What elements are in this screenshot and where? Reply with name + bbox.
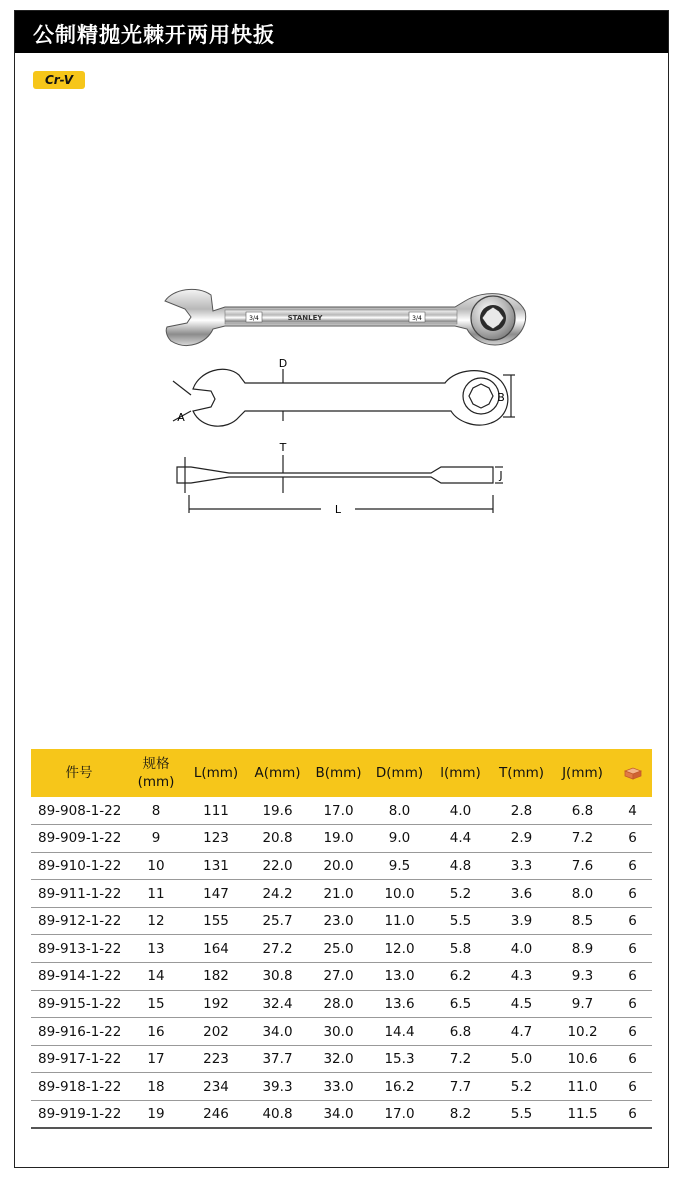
cell-b: 30.0 xyxy=(308,1018,369,1046)
cell-t: 3.3 xyxy=(491,852,552,880)
spec-table-body xyxy=(31,797,652,1128)
cell-d: 10.0 xyxy=(369,880,430,908)
cell-j: 8.5 xyxy=(552,907,613,935)
cell-l: 123 xyxy=(185,825,247,853)
cell-package-qty: 6 xyxy=(613,852,652,880)
cell-size: 12 xyxy=(127,907,185,935)
cell-size: 16 xyxy=(127,1018,185,1046)
cell-part-number: 89-908-1-22 xyxy=(31,797,127,825)
cell-j: 11.0 xyxy=(552,1073,613,1101)
cell-part-number: 89-912-1-22 xyxy=(31,907,127,935)
cell-l: 182 xyxy=(185,963,247,991)
cell-t: 3.9 xyxy=(491,907,552,935)
cell-size: 15 xyxy=(127,990,185,1018)
cell-d: 15.3 xyxy=(369,1045,430,1073)
cell-a: 20.8 xyxy=(247,825,308,853)
cell-t: 4.7 xyxy=(491,1018,552,1046)
cell-b: 21.0 xyxy=(308,880,369,908)
cell-j: 9.7 xyxy=(552,990,613,1018)
cell-d: 11.0 xyxy=(369,907,430,935)
cell-package-qty: 6 xyxy=(613,1018,652,1046)
cell-t: 2.8 xyxy=(491,797,552,825)
cell-t: 4.5 xyxy=(491,990,552,1018)
cell-l-small: 6.5 xyxy=(430,990,491,1018)
header-part-number: 件号 xyxy=(31,749,127,797)
cell-d: 9.0 xyxy=(369,825,430,853)
cell-b: 25.0 xyxy=(308,935,369,963)
cell-b: 19.0 xyxy=(308,825,369,853)
cell-l-small: 7.7 xyxy=(430,1073,491,1101)
catalog-page xyxy=(14,10,669,1168)
cell-j: 7.6 xyxy=(552,852,613,880)
cell-package-qty: 4 xyxy=(613,797,652,825)
cell-a: 30.8 xyxy=(247,963,308,991)
cell-size: 9 xyxy=(127,825,185,853)
cell-j: 8.0 xyxy=(552,880,613,908)
cell-part-number: 89-917-1-22 xyxy=(31,1045,127,1073)
cell-part-number: 89-910-1-22 xyxy=(31,852,127,880)
cell-d: 14.4 xyxy=(369,1018,430,1046)
cell-d: 13.6 xyxy=(369,990,430,1018)
cell-b: 27.0 xyxy=(308,963,369,991)
cell-t: 4.0 xyxy=(491,935,552,963)
dim-label-d: D xyxy=(278,357,288,370)
cell-l-small: 4.0 xyxy=(430,797,491,825)
cell-b: 34.0 xyxy=(308,1101,369,1129)
header-size-line2: (mm) xyxy=(137,774,175,790)
cell-b: 20.0 xyxy=(308,852,369,880)
dim-label-j: J xyxy=(499,469,503,482)
cell-part-number: 89-916-1-22 xyxy=(31,1018,127,1046)
cell-l: 234 xyxy=(185,1073,247,1101)
wrench-diagram xyxy=(15,271,670,531)
cell-t: 2.9 xyxy=(491,825,552,853)
cell-d: 13.0 xyxy=(369,963,430,991)
cell-j: 9.3 xyxy=(552,963,613,991)
table-row xyxy=(31,852,652,880)
stamp-size-right: 3/4 xyxy=(412,315,422,322)
table-row xyxy=(31,1045,652,1073)
table-row xyxy=(31,990,652,1018)
cell-t: 5.0 xyxy=(491,1045,552,1073)
cell-a: 24.2 xyxy=(247,880,308,908)
cell-d: 12.0 xyxy=(369,935,430,963)
cell-part-number: 89-918-1-22 xyxy=(31,1073,127,1101)
header-d: D(mm) xyxy=(369,749,430,797)
cell-l: 111 xyxy=(185,797,247,825)
dim-label-t: T xyxy=(279,441,287,454)
cell-l-small: 4.8 xyxy=(430,852,491,880)
header-j: J(mm) xyxy=(552,749,613,797)
cell-a: 19.6 xyxy=(247,797,308,825)
header-t: T(mm) xyxy=(491,749,552,797)
stamp-brand: STANLEY xyxy=(287,314,323,322)
cell-b: 32.0 xyxy=(308,1045,369,1073)
header-package xyxy=(613,749,652,797)
box-icon xyxy=(624,766,642,780)
cell-size: 17 xyxy=(127,1045,185,1073)
cell-l-small: 5.5 xyxy=(430,907,491,935)
cell-t: 5.5 xyxy=(491,1101,552,1129)
cell-part-number: 89-915-1-22 xyxy=(31,990,127,1018)
cell-package-qty: 6 xyxy=(613,963,652,991)
cell-l-small: 8.2 xyxy=(430,1101,491,1129)
cell-a: 39.3 xyxy=(247,1073,308,1101)
cell-l: 223 xyxy=(185,1045,247,1073)
header-b: B(mm) xyxy=(308,749,369,797)
page-title: 公制精抛光棘开两用快扳 xyxy=(33,23,275,47)
cell-package-qty: 6 xyxy=(613,1045,652,1073)
cell-l: 164 xyxy=(185,935,247,963)
cell-l-small: 6.2 xyxy=(430,963,491,991)
cell-size: 10 xyxy=(127,852,185,880)
cell-part-number: 89-919-1-22 xyxy=(31,1101,127,1129)
table-row xyxy=(31,963,652,991)
cell-a: 34.0 xyxy=(247,1018,308,1046)
cell-j: 11.5 xyxy=(552,1101,613,1129)
cell-size: 8 xyxy=(127,797,185,825)
cell-size: 18 xyxy=(127,1073,185,1101)
dim-label-a: A xyxy=(177,411,185,424)
cell-a: 32.4 xyxy=(247,990,308,1018)
cell-t: 3.6 xyxy=(491,880,552,908)
cell-part-number: 89-914-1-22 xyxy=(31,963,127,991)
table-row xyxy=(31,935,652,963)
cell-l-small: 7.2 xyxy=(430,1045,491,1073)
table-row xyxy=(31,825,652,853)
cell-l: 147 xyxy=(185,880,247,908)
cell-size: 19 xyxy=(127,1101,185,1129)
header-l-small: l(mm) xyxy=(430,749,491,797)
cell-l-small: 6.8 xyxy=(430,1018,491,1046)
spec-table xyxy=(31,749,652,1129)
cell-b: 23.0 xyxy=(308,907,369,935)
cell-d: 16.2 xyxy=(369,1073,430,1101)
wrench-figure xyxy=(15,271,670,531)
cell-size: 14 xyxy=(127,963,185,991)
cell-t: 5.2 xyxy=(491,1073,552,1101)
cell-package-qty: 6 xyxy=(613,880,652,908)
cell-a: 25.7 xyxy=(247,907,308,935)
cell-part-number: 89-909-1-22 xyxy=(31,825,127,853)
cell-j: 8.9 xyxy=(552,935,613,963)
cell-t: 4.3 xyxy=(491,963,552,991)
cell-package-qty: 6 xyxy=(613,1101,652,1129)
table-row xyxy=(31,1073,652,1101)
cell-size: 13 xyxy=(127,935,185,963)
cell-j: 6.8 xyxy=(552,797,613,825)
cell-l: 246 xyxy=(185,1101,247,1129)
cell-a: 27.2 xyxy=(247,935,308,963)
cell-part-number: 89-911-1-22 xyxy=(31,880,127,908)
cell-d: 8.0 xyxy=(369,797,430,825)
cell-l: 202 xyxy=(185,1018,247,1046)
cell-size: 11 xyxy=(127,880,185,908)
cell-j: 7.2 xyxy=(552,825,613,853)
cell-b: 33.0 xyxy=(308,1073,369,1101)
cell-l-small: 5.2 xyxy=(430,880,491,908)
cell-j: 10.2 xyxy=(552,1018,613,1046)
cell-part-number: 89-913-1-22 xyxy=(31,935,127,963)
cell-package-qty: 6 xyxy=(613,990,652,1018)
cell-l-small: 4.4 xyxy=(430,825,491,853)
title-bar xyxy=(15,11,668,53)
table-row xyxy=(31,907,652,935)
table-row xyxy=(31,797,652,825)
cell-b: 17.0 xyxy=(308,797,369,825)
material-badge: Cr-V xyxy=(33,71,85,89)
dim-label-b: B xyxy=(497,391,505,404)
cell-b: 28.0 xyxy=(308,990,369,1018)
cell-a: 40.8 xyxy=(247,1101,308,1129)
cell-j: 10.6 xyxy=(552,1045,613,1073)
cell-package-qty: 6 xyxy=(613,1073,652,1101)
header-l: L(mm) xyxy=(185,749,247,797)
cell-package-qty: 6 xyxy=(613,935,652,963)
stamp-size-left: 3/4 xyxy=(249,315,259,322)
spec-table-header xyxy=(31,749,652,797)
cell-l: 192 xyxy=(185,990,247,1018)
cell-a: 37.7 xyxy=(247,1045,308,1073)
cell-l-small: 5.8 xyxy=(430,935,491,963)
top-view-drawing xyxy=(173,369,515,426)
header-size-line1: 规格 xyxy=(142,756,170,772)
cell-package-qty: 6 xyxy=(613,907,652,935)
cell-a: 22.0 xyxy=(247,852,308,880)
wrench-photo xyxy=(165,289,526,345)
cell-package-qty: 6 xyxy=(613,825,652,853)
header-size xyxy=(127,749,185,797)
cell-l: 155 xyxy=(185,907,247,935)
header-a: A(mm) xyxy=(247,749,308,797)
dim-label-l: L xyxy=(334,503,342,516)
cell-l: 131 xyxy=(185,852,247,880)
table-row xyxy=(31,1101,652,1129)
table-row xyxy=(31,1018,652,1046)
cell-d: 17.0 xyxy=(369,1101,430,1129)
cell-d: 9.5 xyxy=(369,852,430,880)
table-row xyxy=(31,880,652,908)
